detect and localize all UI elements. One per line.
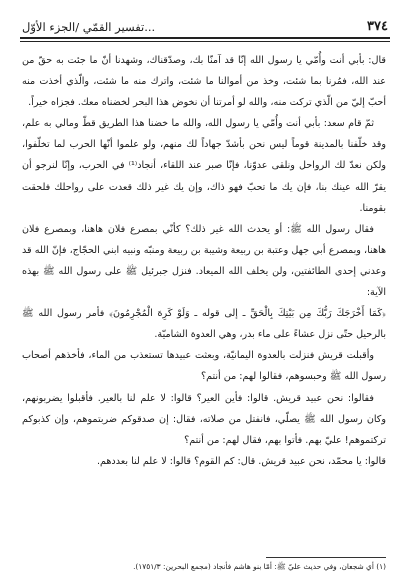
header-rule (20, 37, 390, 39)
header-rule-thin (20, 41, 390, 42)
footnote-separator (266, 557, 386, 558)
paragraph: ثمّ قام سعد: بأبي أنت وأُمّي يا رسول الله، والله ما خضنا هذا الطريق قطّ ومالي به علم، وقد خلّفنا بالمدينة قوماً ليس نحن بأشدّ جهاداً لك منهم، ولو علموا أنّها الحرب لما تخلّفوا، ولكن نعدّ لك الرواحل ونلقى عدوّنا، فإنّا صبر عند اللقاء، أنجاد⁽¹⁾ في الحرب، وإنّا لنرجو أن يقرّ الله عينك بنا، فإن يك ما تحبّ فهو ذاك، وإن يك غير ذلك قعدت على رواحلك فلحقت بقومنا. (22, 118, 386, 214)
footnote: (١) أي شجعان، وفي حديث عليّ ﷺ: أمّا بنو هاشم فأنجاد (مجمع البحرين: ١٧٥١/٣). (133, 562, 386, 571)
paragraph: فقالوا: نحن عبيد قريش. قالوا: فأين العير؟ قالوا: لا علم لنا بالعير. فأقبلوا يضربونهم، وكان رسول الله ﷺ يصلّي، فانفتل من صلاته، فقال: إن صدقوكم ضربتموهم، وإن كذبوكم تركتموهم! عليّ بهم. فأتوا بهم، فقال لهم: من أنتم؟ (22, 392, 386, 446)
page-number: ٣٧٤ (367, 19, 388, 34)
paragraph: قالوا: يا محمّد، نحن عبيد قريش. قال: كم القوم؟ قالوا: لا علم لنا بعددهم. (96, 455, 386, 467)
paragraph: وأقبلت قريش فنزلت بالعدوة اليمانيّة، وبعثت عبيدها تستعذب من الماء، فأخذهم أصحاب رسول الله ﷺ وحبسوهم، فقالوا لهم: من أنتم؟ (22, 350, 386, 383)
running-title: ...تفسير القمّي /الجزء الأوّل (22, 20, 156, 34)
main-text (22, 50, 386, 472)
page-header (22, 12, 388, 34)
quran-verse-paragraph: ﴿كَمَا أَخْرَجَكَ رَبُّكَ مِن بَيْتِكَ بِالْحَقِّ ـ إلى قوله ـ وَلَوْ كَرِهَ الْمُجْرِمُونَ﴾ فأمر رسول الله ﷺ بالرحيل حتّى نزل عشاءً على ماء بدر، وهي العدوة الشاميّة. (22, 308, 386, 341)
paragraph: قال: بأبي أنت وأُمّي يا رسول الله إنّا قد آمنّا بك، وصدّقناك، وشهدنا أنّ ما جئت به حقّ من عند الله، فمُرنا بما شئت، وخذ من أموالنا ما شئت، واترك منه ما شئت، والّذي أخذت منه أحبّ إليّ من الّذي تركت منه، والله لو أمرتنا أن نخوض هذا البحر لخضناه معك. فجزاه خيراً. (22, 55, 386, 109)
paragraph: فقال رسول الله ﷺ: أو يحدث الله غير ذلك؟ كأنّي بمصرع فلان هاهنا، وبمصرع فلان هاهنا، وبمصرع أبي جهل وعتبة بن ربيعة وشيبة بن ربيعة ومنبّه ونبيه ابني الحجّاج، فإنّ الله قد وعدني إحدى الطائفتين، ولن يخلف الله الميعاد. فنزل جبرئيل ﷺ على رسول الله ﷺ بهذه الآية: (22, 223, 386, 299)
